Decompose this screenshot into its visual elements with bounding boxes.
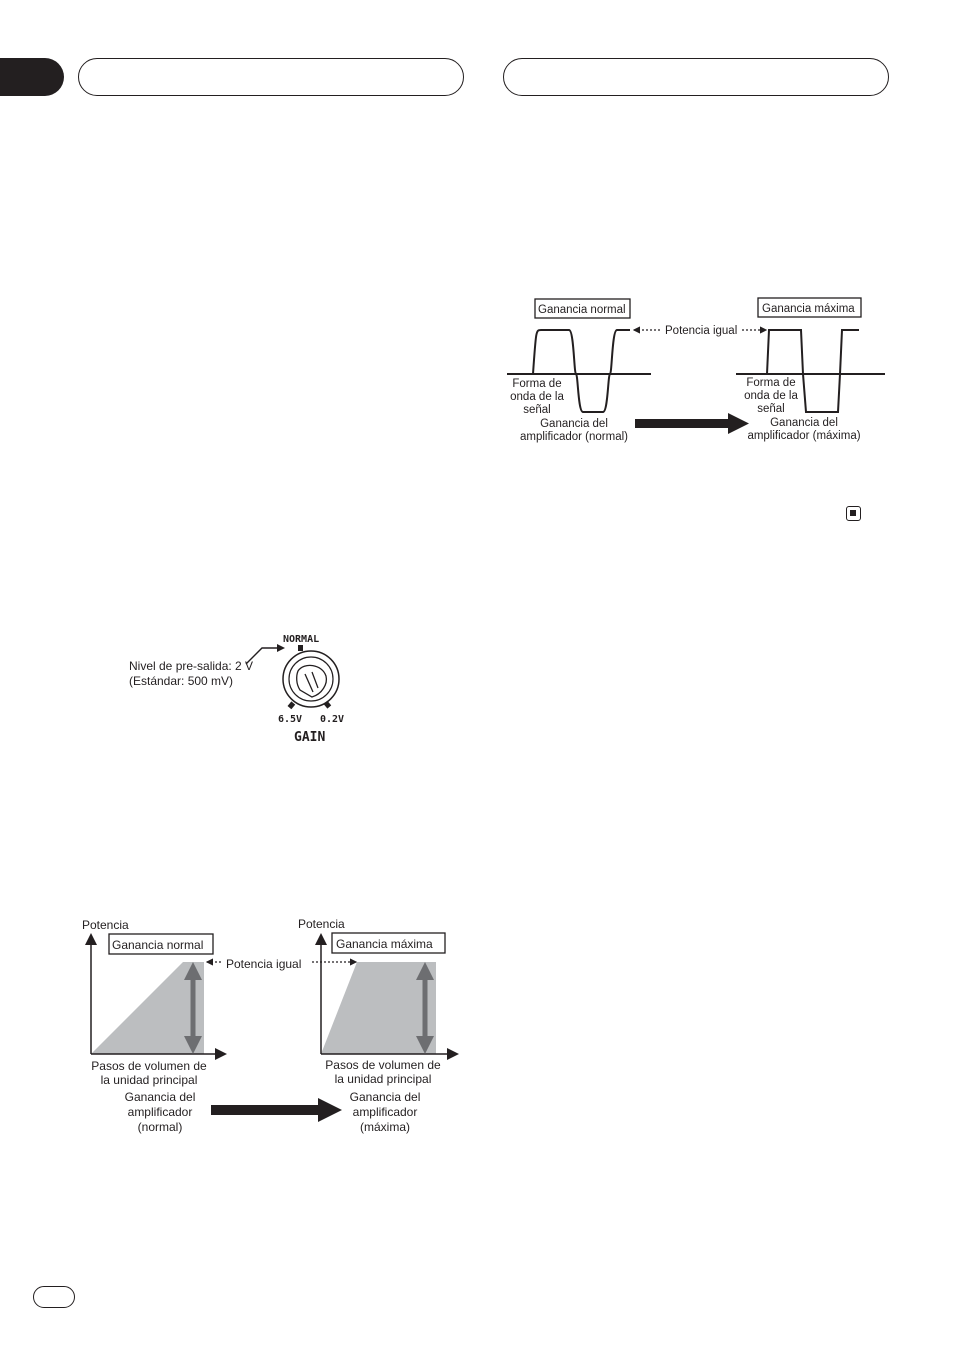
transition-arrow-head bbox=[318, 1098, 342, 1122]
waveform-label-r3: señal bbox=[757, 403, 785, 415]
amp-max-l2: amplificador (máxima) bbox=[747, 430, 861, 442]
normal-gain-label: Ganancia normal bbox=[112, 938, 204, 952]
preout-level-line2: (Estándar: 500 mV) bbox=[129, 674, 234, 688]
amp-normal-l2: amplificador (normal) bbox=[519, 431, 629, 443]
gain-min-label: 6.5V bbox=[278, 714, 303, 725]
page-number-badge bbox=[33, 1286, 75, 1308]
equal-power-label: Potencia igual bbox=[226, 957, 302, 971]
preout-level-line1: Nivel de pre-salida: 2 V bbox=[129, 659, 254, 673]
amp-max-l2: amplificador bbox=[352, 1105, 418, 1119]
amp-max-l3: (máxima) bbox=[360, 1120, 410, 1134]
max-gain-label: Ganancia máxima bbox=[762, 303, 855, 315]
waveform-label-l1: Forma de bbox=[512, 378, 562, 390]
x-axis-label-right-l1: Pasos de volumen de bbox=[325, 1058, 441, 1072]
gain-max-label: 0.2V bbox=[320, 714, 345, 725]
waveform-label-r1: Forma de bbox=[746, 377, 796, 389]
waveform-label-r2: onda de la bbox=[744, 390, 798, 402]
x-axis-label-left-l1: Pasos de volumen de bbox=[91, 1059, 207, 1073]
transition-arrow-shaft bbox=[211, 1105, 321, 1115]
y-axis-label-right: Potencia bbox=[298, 917, 345, 931]
x-axis-label-right-l2: la unidad principal bbox=[334, 1072, 432, 1086]
equal-power-label: Potencia igual bbox=[665, 325, 738, 337]
x-axis-label-left-l2: la unidad principal bbox=[100, 1073, 198, 1087]
waveform-label-l2: onda de la bbox=[510, 391, 564, 403]
max-gain-label: Ganancia máxima bbox=[336, 937, 433, 951]
y-axis-label-left: Potencia bbox=[82, 918, 129, 932]
amp-max-l1: Ganancia del bbox=[770, 417, 838, 429]
normal-gain-label: Ganancia normal bbox=[538, 304, 626, 316]
normal-position-label: NORMAL bbox=[283, 634, 320, 645]
amp-normal-l2: amplificador bbox=[127, 1105, 193, 1119]
amp-normal-l1: Ganancia del bbox=[540, 418, 608, 430]
amp-normal-l1: Ganancia del bbox=[124, 1090, 196, 1104]
gain-title: GAIN bbox=[294, 730, 326, 745]
waveform-label-l3: señal bbox=[523, 404, 551, 416]
amp-normal-l3: (normal) bbox=[137, 1120, 183, 1134]
amp-max-l1: Ganancia del bbox=[349, 1090, 421, 1104]
